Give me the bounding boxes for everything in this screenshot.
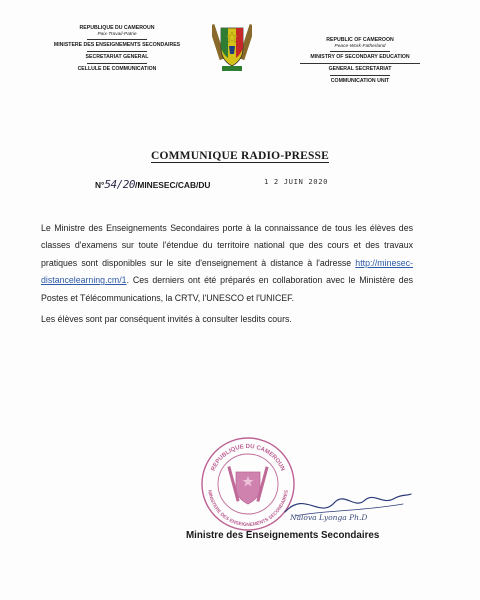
header-left-block: [42, 26, 192, 73]
stamp-top-text: REPUBLIQUE DU CAMEROUN: [210, 443, 286, 473]
distance-learning-link[interactable]: http://minesec-distancelearning.cm/1: [41, 257, 413, 286]
header-right-country: REPUBLIC OF CAMEROON: [326, 37, 394, 43]
header-right-block: [290, 38, 430, 85]
header-left-motto: Paix-Travail-Patrie: [97, 31, 137, 37]
header-left-country: REPUBLIQUE DU CAMEROUN: [79, 25, 155, 31]
header-left-divider: [87, 51, 147, 52]
date-stamp: 1 2 JUIN 2020: [264, 177, 329, 186]
stamp-emblem-icon: [227, 466, 268, 504]
header-left-divider: [87, 39, 147, 40]
header-left-ministry: MINISTERE DES ENSEIGNEMENTS SECONDAIRES: [53, 42, 181, 49]
header-left-divider: [87, 63, 147, 64]
communique-body: [41, 220, 413, 328]
page-title-text: COMMUNIQUE RADIO-PRESSE: [150, 150, 330, 162]
body-paragraph-closing: Les élèves sont par conséquent invités à consulter lesdits cours.: [41, 314, 292, 325]
handwritten-signature: [265, 480, 415, 530]
header-right-motto: Peace-Work-Fatherland: [334, 43, 386, 49]
header-right-secretariat: GENERAL SECRETARIAT: [328, 66, 392, 73]
signature-handwritten-name: Nalova Lyonga Ph.D: [290, 513, 368, 522]
header-left-secretariat: SECRETARIAT GENERAL: [85, 54, 149, 61]
page-title: [0, 150, 480, 162]
header-right-unit: COMMUNICATION UNIT: [330, 78, 390, 85]
body-text: . Ces derniers ont été préparés en collaboration avec le Ministère des Postes et Télécommunications, la CRTV, l'UNESCO et l'UNICEF.: [41, 275, 413, 303]
cameroon-coat-of-arms-icon: [212, 18, 252, 74]
body-text: Le Ministre des Enseignements Secondaires porte à la connaissance de tous les élèves des classes d'examens sur toute l'étendue du territoire national que des cours et des travaux pratiques sont disponibles sur le site d'enseignement à distance à l'adresse: [41, 223, 413, 268]
reference-line: [95, 178, 210, 191]
stamp-bottom-text: MINISTERE DES ENSEIGNEMENTS SECONDAIRES: [206, 489, 290, 529]
reference-handwritten-number: 54/20: [104, 178, 136, 191]
signatory-title: Ministre des Enseignements Secondaires: [186, 530, 380, 541]
svg-text:REPUBLIQUE DU CAMEROUN: [211, 444, 286, 472]
header-right-ministry: MINISTRY OF SECONDARY EDUCATION: [310, 54, 410, 61]
reference-suffix: /MINESEC/CAB/DU: [135, 180, 211, 190]
header-right-divider: [300, 63, 420, 64]
header-right-divider: [330, 51, 390, 52]
reference-prefix: N°: [95, 180, 105, 190]
header-left-unit: CELLULE DE COMMUNICATION: [77, 66, 157, 73]
header-right-divider: [330, 75, 390, 76]
body-paragraph: [41, 220, 413, 307]
